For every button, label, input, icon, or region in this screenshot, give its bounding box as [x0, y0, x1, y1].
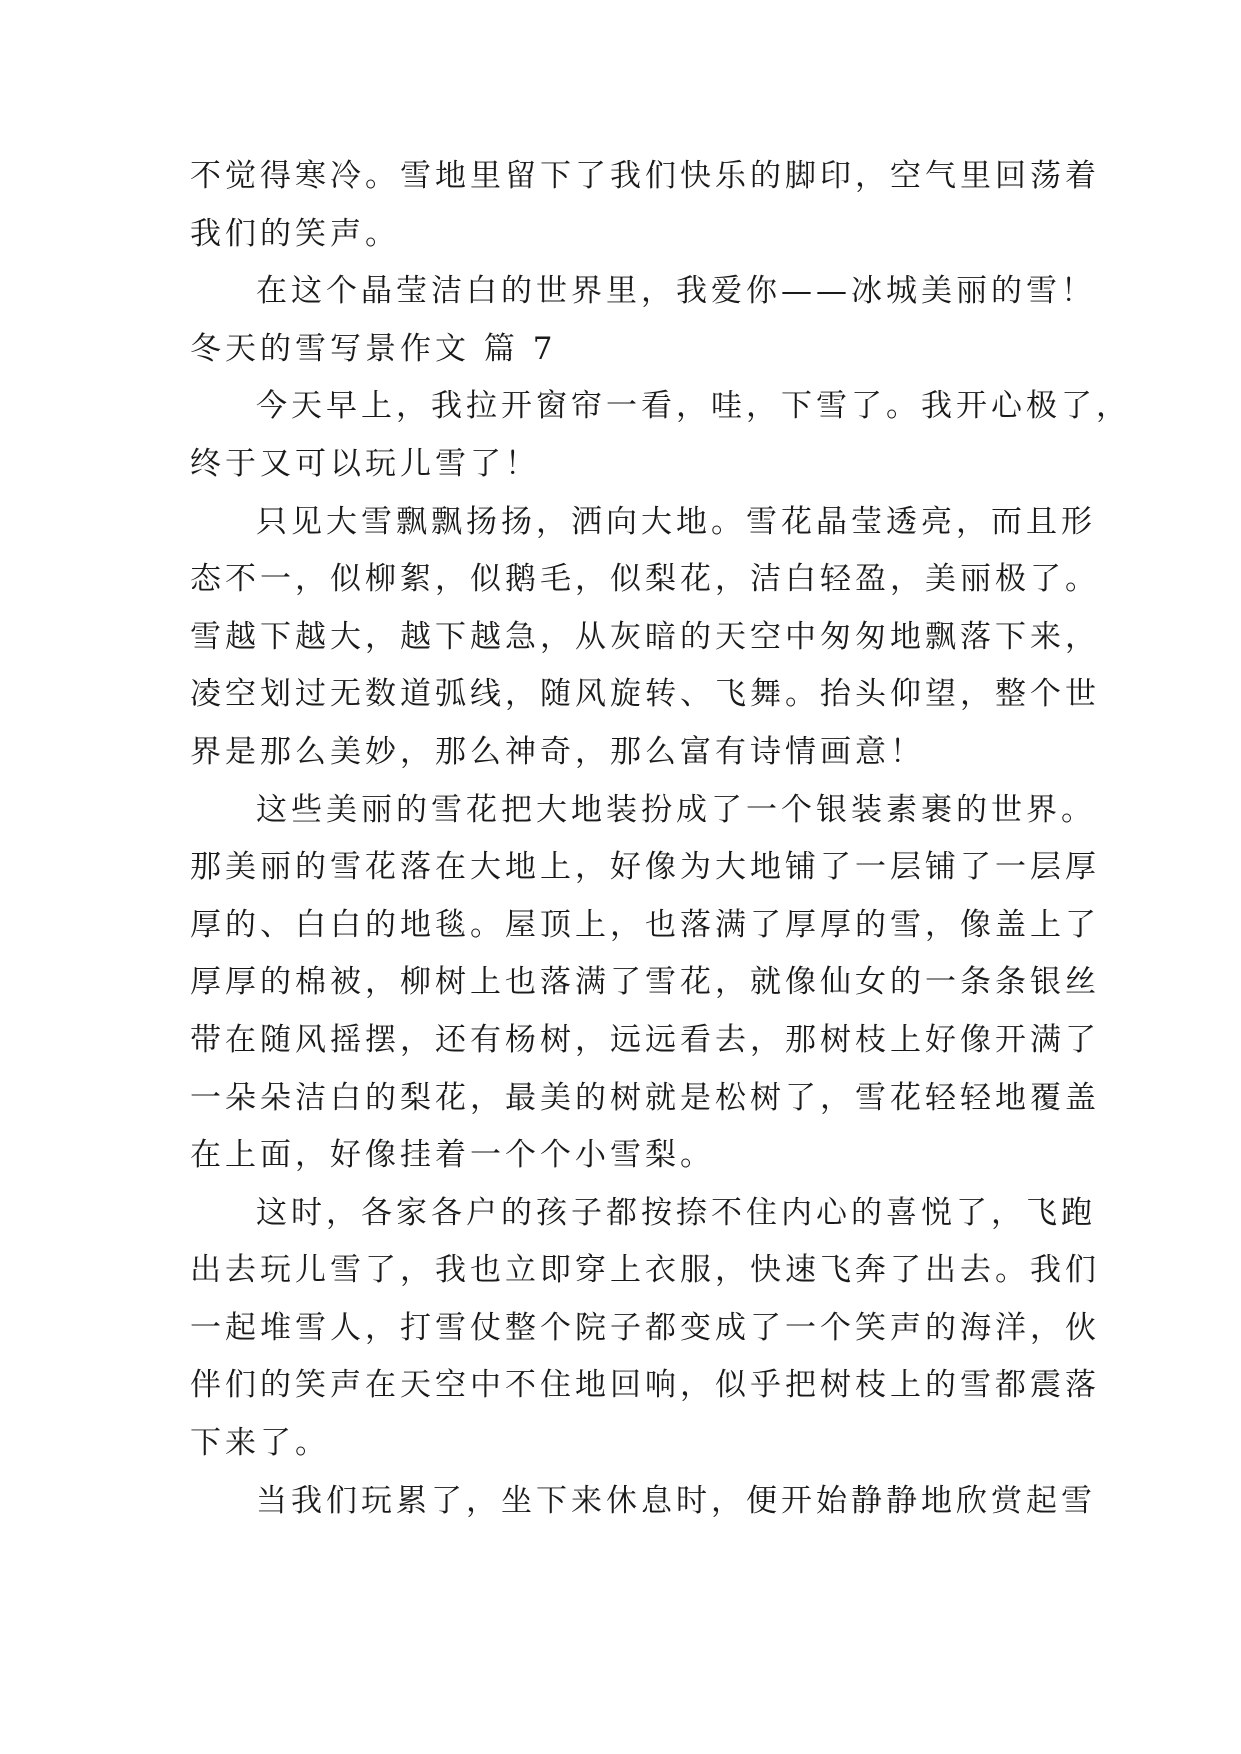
text-line: 厚的、白白的地毯。屋顶上，也落满了厚厚的雪，像盖上了: [190, 906, 1100, 943]
paragraph-start-line: 这些美丽的雪花把大地装扮成了一个银装素裹的世界。: [256, 791, 1096, 828]
text-line: 伴们的笑声在天空中不住地回响，似乎把树枝上的雪都震落: [190, 1367, 1100, 1404]
document-page: [190, 148, 1131, 1530]
section-heading: 冬天的雪写景作文 篇 7: [190, 330, 557, 367]
text-line: 出去玩儿雪了，我也立即穿上衣服，快速飞奔了出去。我们: [190, 1252, 1100, 1289]
paragraph-start-line: 当我们玩累了，坐下来休息时，便开始静静地欣赏起雪: [256, 1482, 1096, 1519]
text-line: 雪越下越大，越下越急，从灰暗的天空中匆匆地飘落下来，: [190, 618, 1100, 655]
paragraph-start-line: 今天早上，我拉开窗帘一看，哇，下雪了。我开心极了，: [256, 388, 1131, 425]
text-line: 凌空划过无数道弧线，随风旋转、飞舞。抬头仰望，整个世: [190, 676, 1100, 713]
text-line: 不觉得寒冷。雪地里留下了我们快乐的脚印，空气里回荡着: [190, 158, 1100, 194]
text-line: 那美丽的雪花落在大地上，好像为大地铺了一层铺了一层厚: [190, 849, 1100, 886]
text-line: 厚厚的棉被，柳树上也落满了雪花，就像仙女的一条条银丝: [190, 964, 1100, 1001]
text-line: 在上面，好像挂着一个个小雪梨。: [190, 1137, 715, 1174]
text-line: 下来了。: [190, 1425, 330, 1462]
text-line: 终于又可以玩儿雪了！: [190, 445, 540, 482]
text-line: 界是那么美妙，那么神奇，那么富有诗情画意！: [190, 733, 925, 770]
text-line: 我们的笑声。: [190, 215, 400, 252]
paragraph-start-line: 只见大雪飘飘扬扬，洒向大地。雪花晶莹透亮，而且形: [256, 503, 1096, 540]
text-line: 一朵朵洁白的梨花，最美的树就是松树了，雪花轻轻地覆盖: [190, 1079, 1100, 1116]
paragraph-start-line: 在这个晶莹洁白的世界里，我爱你——冰城美丽的雪！: [256, 273, 1096, 310]
text-line: 态不一，似柳絮，似鹅毛，似梨花，洁白轻盈，美丽极了。: [190, 561, 1100, 598]
text-line: 带在随风摇摆，还有杨树，远远看去，那树枝上好像开满了: [190, 1021, 1100, 1058]
text-line: 一起堆雪人，打雪仗整个院子都变成了一个笑声的海洋，伙: [190, 1309, 1100, 1346]
paragraph-start-line: 这时，各家各户的孩子都按捺不住内心的喜悦了，飞跑: [256, 1194, 1096, 1231]
